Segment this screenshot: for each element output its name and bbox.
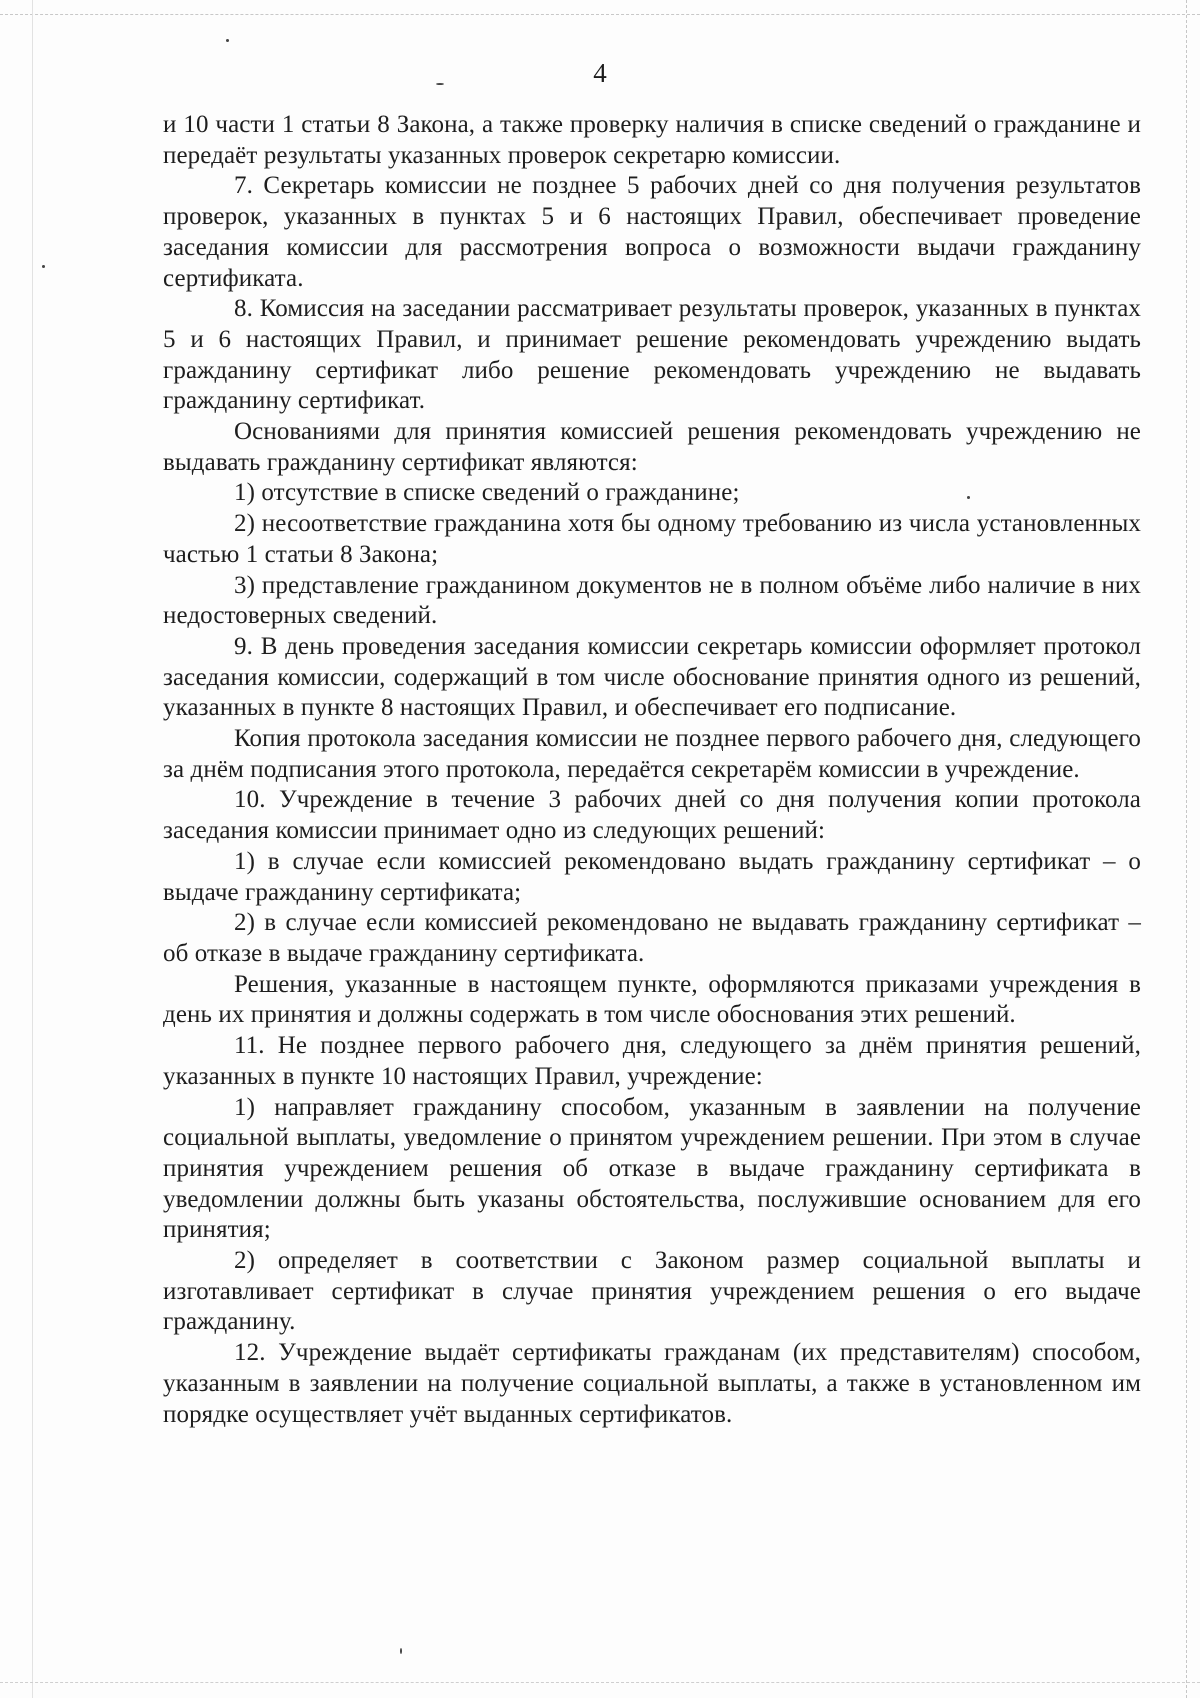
paragraph-protocol-copy: Копия протокола заседания комиссии не позднее первого рабочего дня, следующего за днём подписания этого протокола, передаётся секретарём комиссии в учреждение. xyxy=(163,725,1141,783)
paragraph-item-9: 9. В день проведения заседания комиссии секретарь комиссии оформляет протокол заседания комиссии, содержащий в том числе обоснование принятия одного из решений, указанных в пункте 8 настоящих Правил, и обеспечивает его подписание. xyxy=(163,632,1141,722)
scan-speck xyxy=(42,265,45,268)
paragraph-grounds-intro: Основаниями для принятия комиссией решения рекомендовать учреждению не выдавать гражданину сертификат являются: xyxy=(163,418,1141,476)
paragraph-item-8: 8. Комиссия на заседании рассматривает результаты проверок, указанных в пунктах 5 и 6 настоящих Правил, и принимает решение рекомендовать учреждению выдать гражданину сертификат либо решение рекомендовать учреждению не выдавать гражданину сертификат. xyxy=(163,295,1141,415)
document-body xyxy=(163,110,1141,1430)
paragraph-ground-2: 2) несоответствие гражданина хотя бы одному требованию из числа установленных частью 1 статьи 8 Закона; xyxy=(163,510,1141,568)
page-number: 4 xyxy=(593,58,607,88)
paragraph-action-1: 1) направляет гражданину способом, указанным в заявлении на получение социальной выплаты, уведомление о принятом учреждением решении. При этом в случае принятия учреждением решения об отказе в выдаче гражданину сертификата в уведомлении должны быть указаны обстоятельства, послужившие основанием для его принятия; xyxy=(163,1093,1141,1244)
paragraph-item-12: 12. Учреждение выдаёт сертификаты гражданам (их представителям) способом, указанным в заявлении на получение социальной выплаты, а также в установленном им порядке осуществляет учёт выданных сертификатов. xyxy=(163,1339,1141,1428)
scan-edge-left xyxy=(32,0,33,1698)
paragraph-ground-3: 3) представление гражданином документов не в полном объёме либо наличие в них недостоверных сведений. xyxy=(163,571,1141,630)
paragraph-item-7: 7. Секретарь комиссии не позднее 5 рабочих дней со дня получения результатов проверок, указанных в пунктах 5 и 6 настоящих Правил, обеспечивает проведение заседания комиссии для рассмотрения вопроса о возможности выдачи гражданину сертификата. xyxy=(163,172,1141,292)
scan-edge-top xyxy=(0,14,1200,15)
paragraph-decision-2: 2) в случае если комиссией рекомендовано не выдавать гражданину сертификат – об отказе в выдаче гражданину сертификата. xyxy=(163,909,1141,967)
scan-speck xyxy=(400,1648,402,1654)
paragraph-action-2: 2) определяет в соответствии с Законом размер социальной выплаты и изготавливает сертификат в случае принятия учреждением решения о его выдаче гражданину. xyxy=(163,1247,1141,1336)
paragraph-item-10: 10. Учреждение в течение 3 рабочих дней со дня получения копии протокола заседания комиссии принимает одно из следующих решений: xyxy=(163,786,1141,845)
scan-edge-bottom xyxy=(0,1682,1200,1683)
paragraph-continuation: и 10 части 1 статьи 8 Закона, а также проверку наличия в списке сведений о гражданине и передаёт результаты указанных проверок секретарю комиссии. xyxy=(163,111,1141,169)
scan-speck xyxy=(226,39,229,42)
paragraph-item-11: 11. Не позднее первого рабочего дня, следующего за днём принятия решений, указанных в пункте 10 настоящих Правил, учреждение: xyxy=(163,1032,1141,1090)
paragraph-decision-1: 1) в случае если комиссией рекомендовано выдать гражданину сертификат – о выдаче гражданину сертификата; xyxy=(163,847,1141,906)
scan-edge-right xyxy=(1186,0,1187,1698)
paragraph-decisions-orders: Решения, указанные в настоящем пункте, оформляются приказами учреждения в день их принятия и должны содержать в том числе обоснования этих решений. xyxy=(163,970,1141,1029)
paragraph-ground-1: 1) отсутствие в списке сведений о гражданине; xyxy=(234,479,740,507)
